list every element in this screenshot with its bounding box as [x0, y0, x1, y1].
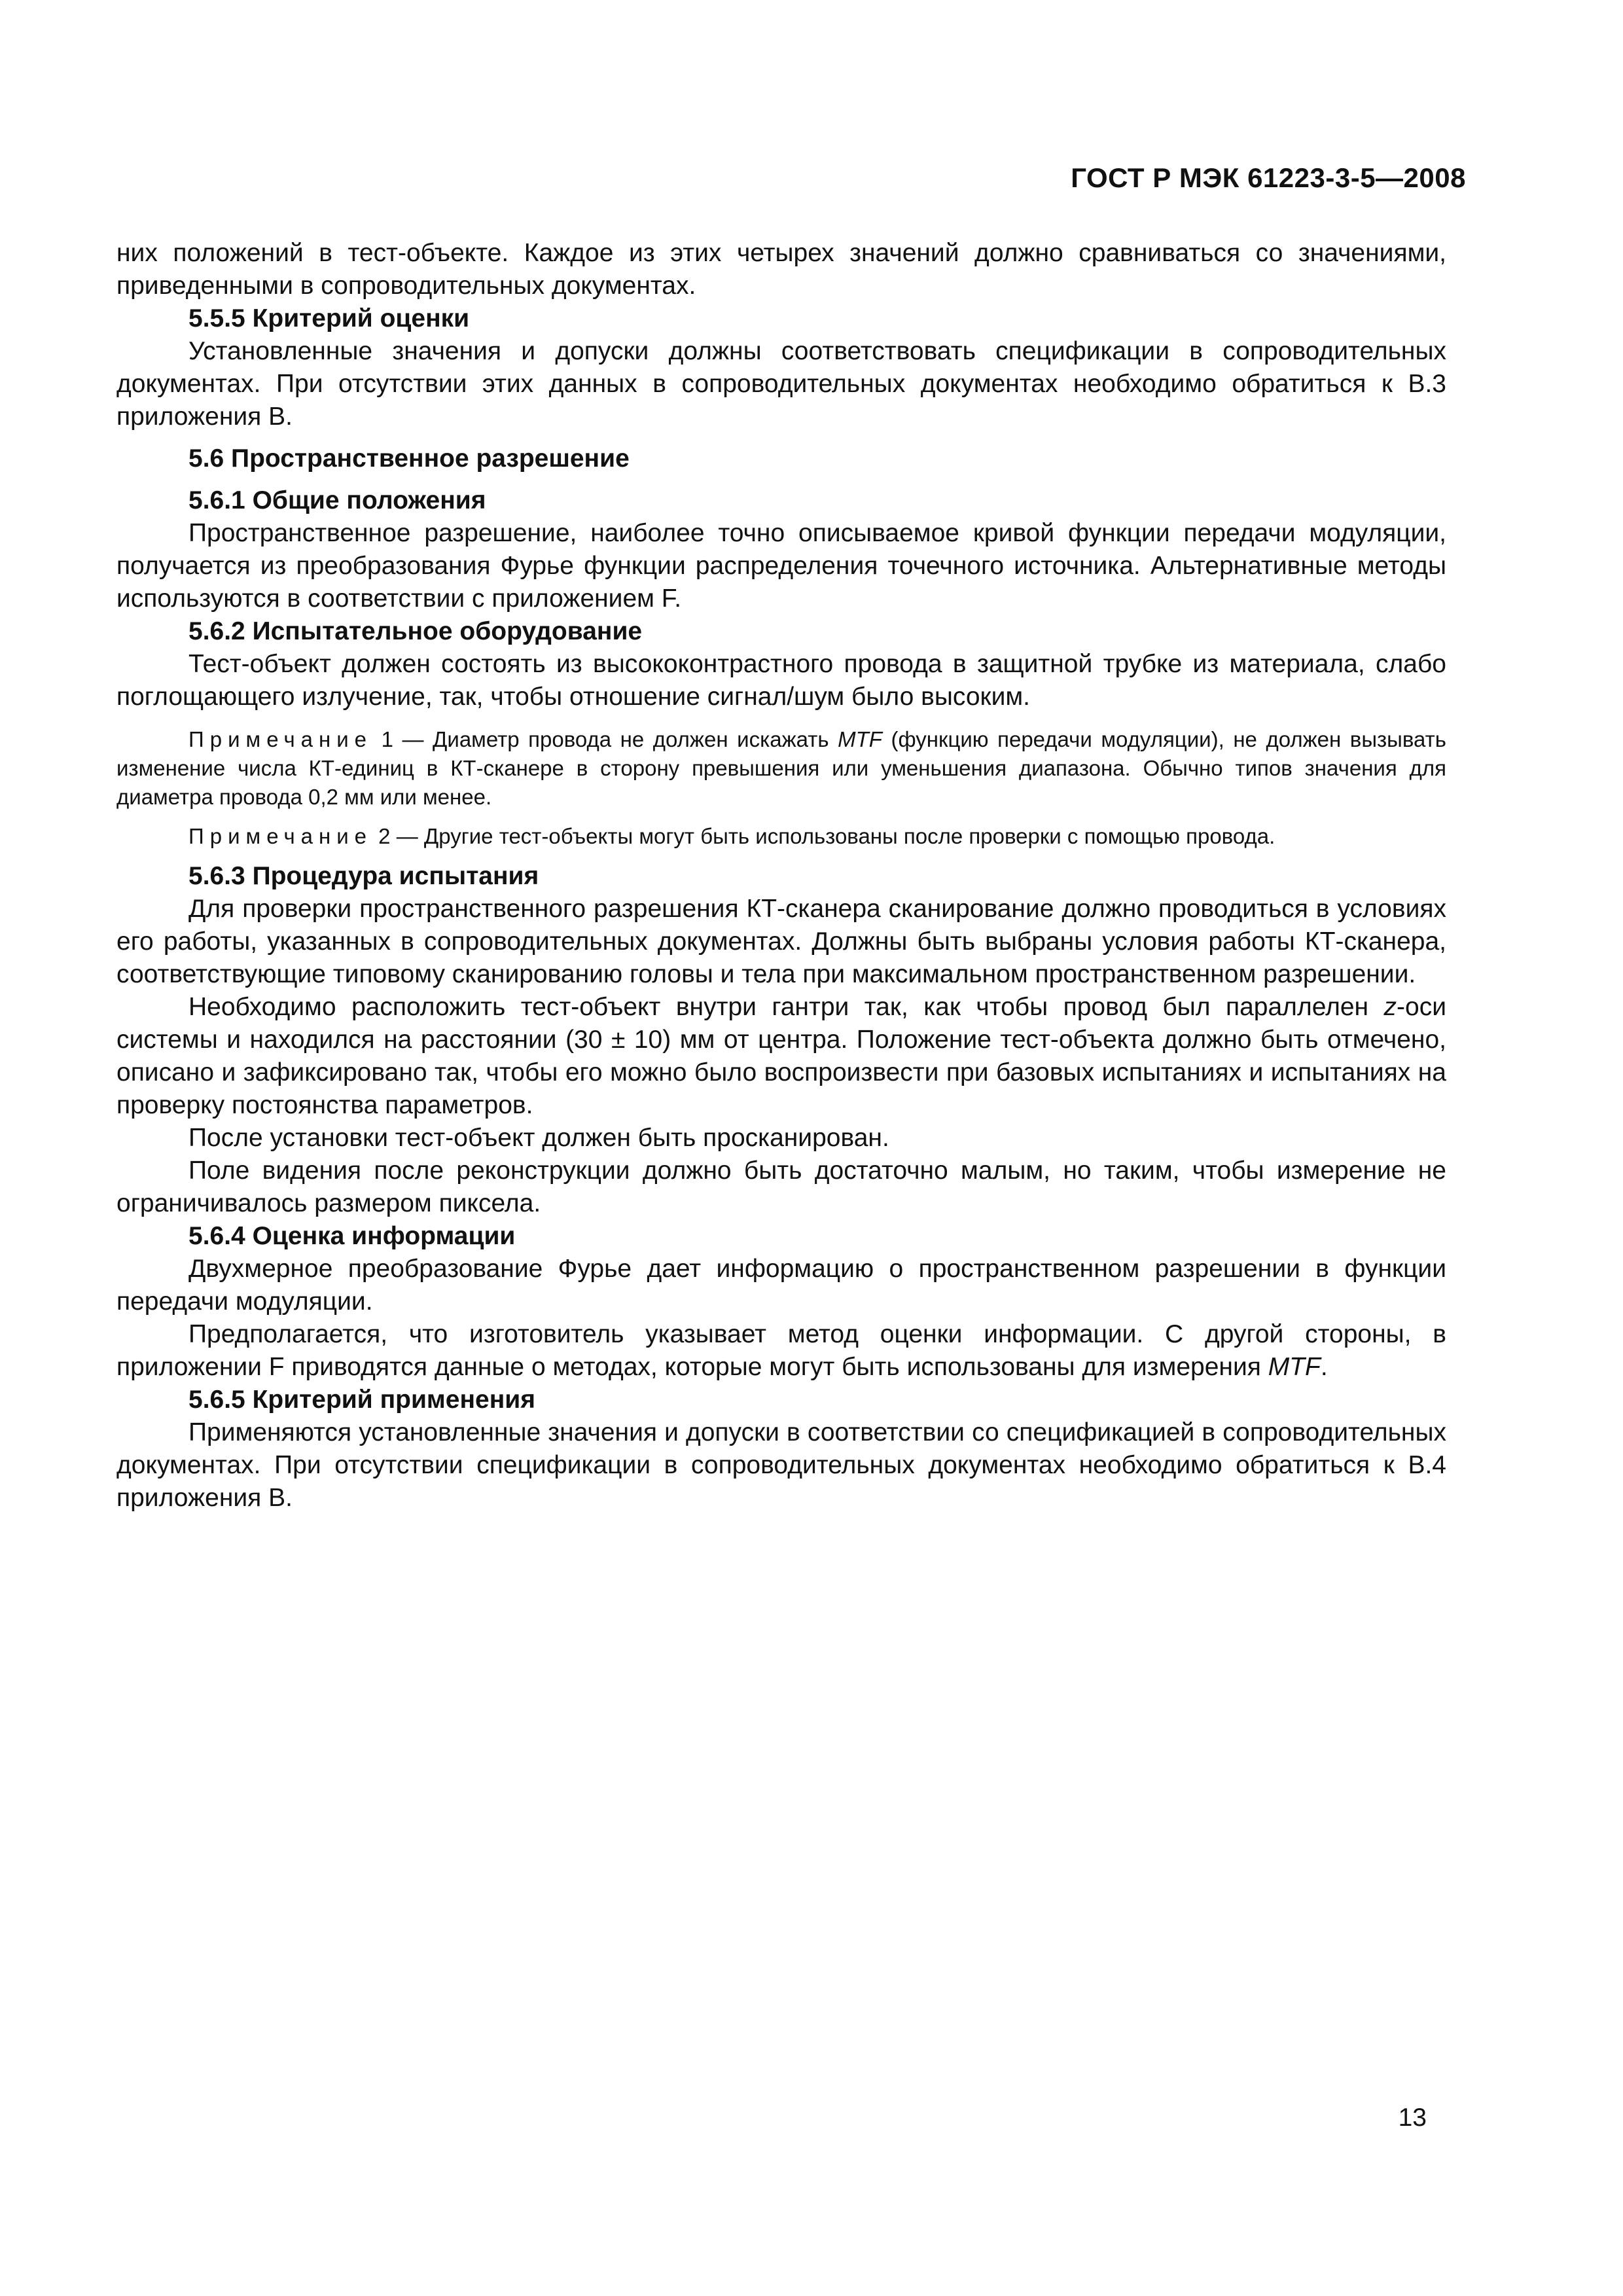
note-1-label: Примечание [188, 727, 373, 751]
paragraph-5-6-3-a: Для проверки пространственного разрешения КТ-сканера сканирование должно проводиться в условиях его работы, указанных в сопроводительных документах. Должны быть выбраны условия работы КТ-сканера, соответствующие типовому сканированию головы и тела при максимальном пространственном разрешении. [116, 895, 1446, 988]
paragraph-5-6-4-b-end: . [1320, 1353, 1328, 1381]
note-2-text: 2 — Другие тест-объекты могут быть использованы после проверки с помощью провода. [372, 824, 1275, 848]
note-1-mtf: MTF [838, 727, 882, 751]
z-axis-symbol: z [1383, 993, 1397, 1021]
note-1-text-end: (функцию передачи модуляции), не должен вызывать изменение числа КТ-единиц в КТ-сканере в сторону превышения или уменьшения диапазона. Обычно типов значения для диаметра провода 0,2 мм или менее. [116, 727, 1446, 809]
page-number: 13 [1398, 2104, 1427, 2132]
paragraph-5-6-4-b [116, 1318, 1446, 1384]
paragraph-5-6-3-b-start: Необходимо расположить тест-объект внутри гантри так, как чтобы провод был параллелен [188, 993, 1384, 1021]
page-body [116, 237, 1446, 1515]
heading-5-6-1: 5.6.1 Общие положения [188, 486, 486, 514]
note-1-text-start: 1 — Диаметр провода не должен искажать [372, 727, 838, 751]
heading-5-6-4: 5.6.4 Оценка информации [188, 1222, 516, 1250]
heading-5-6-5: 5.6.5 Критерий применения [188, 1386, 536, 1414]
note-2-label: Примечание [188, 824, 373, 848]
document-code-header: ГОСТ Р МЭК 61223-3-5—2008 [1071, 162, 1466, 193]
heading-5-5-5: 5.5.5 Критерий оценки [188, 304, 470, 332]
heading-5-6-2: 5.6.2 Испытательное оборудование [188, 617, 643, 645]
paragraph-5-6-3-c: После установки тест-объект должен быть просканирован. [188, 1124, 889, 1152]
heading-5-6-3: 5.6.3 Процедура испытания [188, 862, 539, 890]
paragraph-5-5-5: Установленные значения и допуски должны соответствовать спецификации в сопроводительных документах. При отсутствии этих данных в сопроводительных документах необходимо обратиться к В.3 приложения В. [116, 337, 1446, 431]
paragraph-5-6-1: Пространственное разрешение, наиболее точно описываемое кривой функции передачи модуляции, получается из преобразования Фурье функции распределения точечного источника. Альтернативные методы используются в соответствии с приложением F. [116, 519, 1446, 613]
paragraph-5-6-4-a: Двухмерное преобразование Фурье дает информацию о пространственном разрешении в функции передачи модуляции. [116, 1255, 1446, 1316]
note-2 [116, 822, 1446, 851]
paragraph-5-6-3-d: Поле видения после реконструкции должно быть достаточно малым, но таким, чтобы измерение не ограничивалось размером пиксела. [116, 1157, 1446, 1217]
paragraph-5-6-4-b-start: Предполагается, что изготовитель указывает метод оценки информации. С другой стороны, в приложении F приводятся данные о методах, которые могут быть использованы для измерения [116, 1320, 1446, 1381]
paragraph-5-6-4-b-mtf: MTF [1268, 1353, 1321, 1381]
paragraph-5-6-5: Применяются установленные значения и допуски в соответствии со спецификацией в сопроводительных документах. При отсутствии спецификации в сопроводительных документах необходимо обратиться к В.4 приложения В. [116, 1418, 1446, 1512]
heading-5-6: 5.6 Пространственное разрешение [188, 444, 630, 473]
paragraph-5-6-2: Тест-объект должен состоять из высококонтрастного провода в защитной трубке из материала, слабо поглощающего излучение, так, чтобы отношение сигнал/шум было высоким. [116, 650, 1446, 711]
paragraph-5-6-3-b [116, 991, 1446, 1122]
paragraph-5-6-3-b-end: -оси системы и находился на расстоянии (30 ± 10) мм от центра. Положение тест-объекта должно быть отмечено, описано и зафиксировано так, чтобы его можно было воспроизвести при базовых испытаниях и испытаниях на проверку постоянства параметров. [116, 993, 1446, 1119]
paragraph-continuation: них положений в тест-объекте. Каждое из этих четырех значений должно сравниваться со значениями, приведенными в сопроводительных документах. [116, 239, 1446, 300]
note-1 [116, 725, 1446, 812]
